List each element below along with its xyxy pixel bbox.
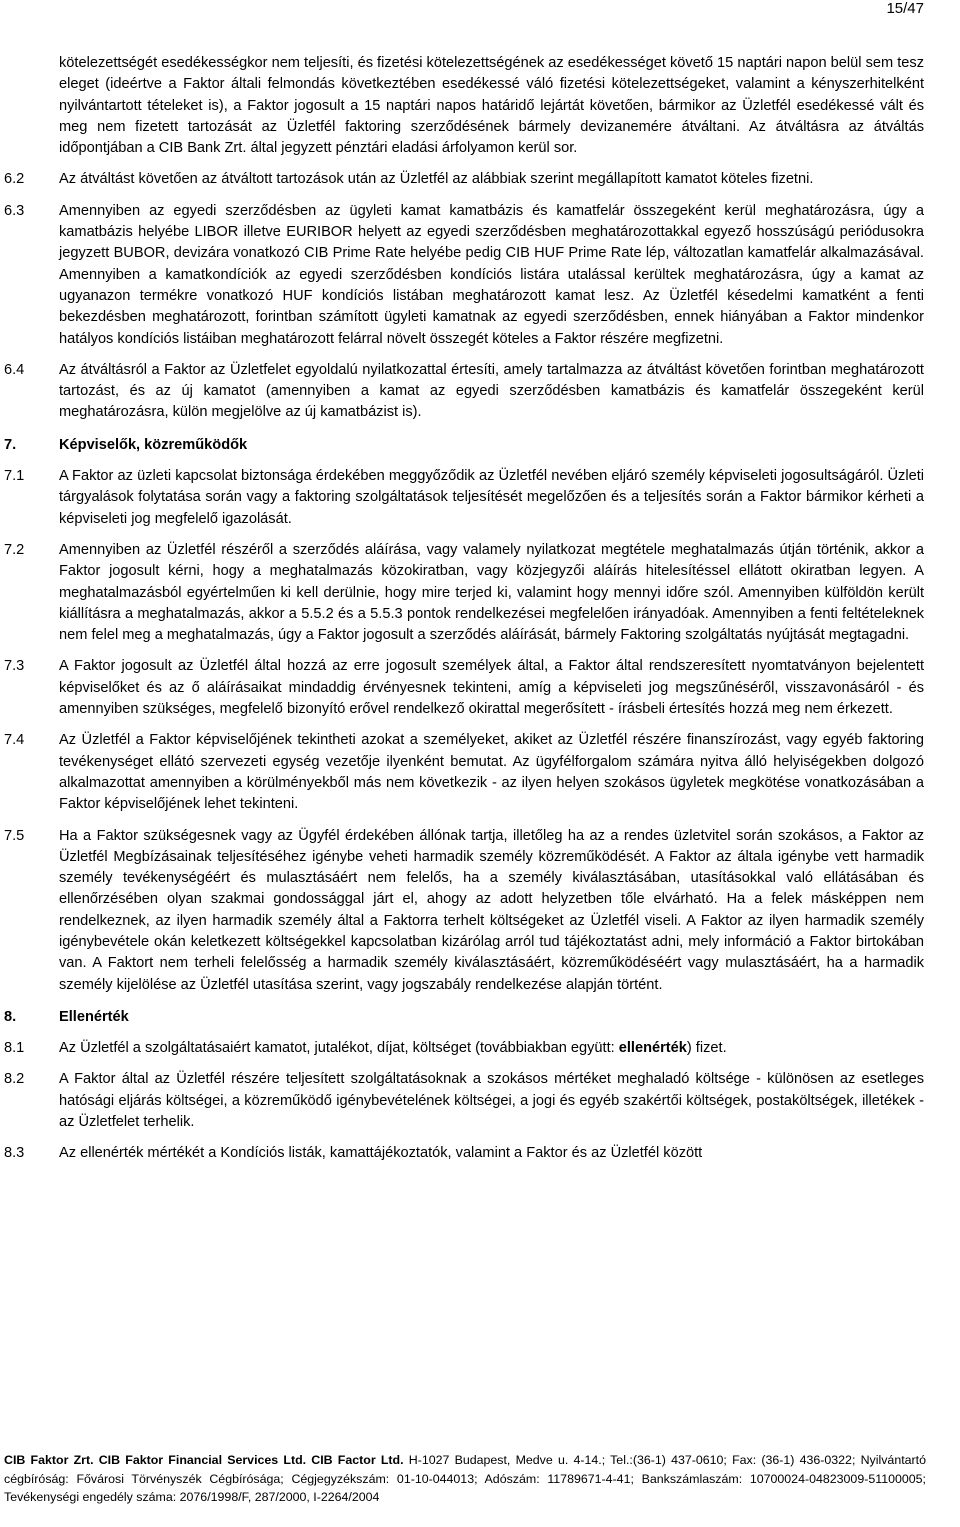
clause-number: 8.2 — [4, 1071, 25, 1088]
clause-text-end: ) fizet. — [686, 1040, 727, 1057]
clause-6-2 — [4, 169, 924, 190]
intro-paragraph: kötelezettségét esedékességkor nem teljesíti, és fizetési kötelezettségének az esedékességet követő 15 naptári napon belül sem tesz eleget (ideértve a Faktor általi felmondás következtében esedékessé váló fizetési kötelezettségeket, valamint a kényszerhitelként nyilvántartott tételeket is), a Faktor jogosult a 15 naptári napos határidő lejártát követően, bármikor az Üzletfél esedékessé vált és meg nem fizetett tartozását az Üzletfél faktoring szerződésének bármely devizanemére átváltani. Az átváltásra az átváltás időpontjában a CIB Bank Zrt. által jegyzett pénztári eladási árfolyamon kerül sor. — [59, 55, 924, 157]
clause-text: Ha a Faktor szükségesnek vagy az Ügyfél érdekében állónak tartja, illetőleg ha az a rendes üzletvitel során szokásos, a Faktor az Üzletfél Megbízásainak teljesítéséhez igénybe veheti harmadik személy közreműködését. A Faktor az általa igénybe vett harmadik személy tevékenységéért és mulasztásáért nem felelős, ha a személy kiválasztásában, utasításokkal való ellátásában és ellenőrzésében olyan szakmai gondossággal járt el, ahogy az adott helyzetben tőle elvárható. Ha a felek másképpen nem rendelkeznek, az ilyen harmadik személy által a Faktorra terhelt költségeket az Üzletfél viseli. A Faktor az ilyen harmadik személy igénybevétele okán keletkezett költségekkel kapcsolatban kizárólag arról tud tájékoztatást adni, mely információ a Faktor birtokában van. A Faktort nem terheli felelősség a harmadik személy kiválasztásáért, közreműködéséért vagy mulasztásáért, ha a harmadik személy kijelölése az Üzletfél utasítása szerint, vagy jogszabály rendelkezése alapján történt. — [59, 827, 924, 993]
clause-text: Amennyiben az Üzletfél részéről a szerződés aláírása, vagy valamely nyilatkozat megtétele meghatalmazás útján történik, akkor a Faktor jogosult kérni, hogy a meghatalmazás közokiratban, vagy közjegyzői aláírás hitelesítéssel ellátott okiratban legyen. A meghatalmazásból egyértelműen ki kell derülnie, hogy mire terjed ki, valamint hogy mennyi időre szól. Amennyiben külföldön került kiállításra a meghatalmazás, akkor a 5.5.2 és a 5.5.3 pontok rendelkezései megfelelően irányadóak. Amennyiben a fenti feltételeknek nem felel meg a meghatalmazás, úgy a Faktor jogosult a szerződés aláírását, bármely Faktoring szolgáltatás nyújtását megtagadni. — [59, 541, 924, 644]
clause-text: Az átváltást követően az átváltott tartozások után az Üzletfél az alábbiak szerint megállapított kamatot köteles fizetni. — [59, 171, 814, 188]
clause-text-start: Az Üzletfél a szolgáltatásaiért kamatot, jutalékot, díjat, költséget (továbbiakban együtt: — [59, 1040, 619, 1057]
section-8-heading — [4, 1007, 924, 1028]
clause-number: 7.4 — [4, 732, 25, 749]
clause-text: Az ellenérték mértékét a Kondíciós listák, kamattájékoztatók, valamint a Faktor és az Üzletfél között — [59, 1145, 703, 1162]
clause-text: A Faktor által az Üzletfél részére teljesített szolgáltatásoknak a szokásos mértéket meghaladó költsége - különösen az esetleges hatósági eljárás költségei, a közreműködő igénybevételének költségei, a jogi és egyéb szakértői költségek, postaköltségek, illetékek - az Üzletfelet terhelik. — [59, 1071, 924, 1131]
section-title: Ellenérték — [59, 1008, 129, 1025]
clause-number: 8.3 — [4, 1145, 25, 1162]
footer-company-names: CIB Faktor Zrt. CIB Faktor Financial Services Ltd. CIB Factor Ltd. — [4, 1453, 404, 1467]
clause-text — [59, 1038, 924, 1059]
clause-8-2 — [4, 1069, 924, 1133]
document-body — [4, 53, 924, 1165]
defined-term-ellenertek: ellenérték — [618, 1040, 687, 1057]
section-title: Képviselők, közreműködők — [59, 436, 248, 453]
clause-text: A Faktor jogosult az Üzletfél által hozzá az erre jogosult személyek által, a Faktor által rendszeresített nyomtatványon bejelentett képviselőket és az ő aláírásaikat mindaddig érvényesnek tekinteni, amíg a képviseleti jog megszűnéséről, visszavonásáról - és amennyiben szükséges, megfelelő bizonyító erővel rendelkező okirattal megerősített - írásbeli értesítés hozzá meg nem érkezett. — [59, 658, 924, 718]
clause-7-1 — [4, 466, 924, 530]
page-number: 15/47 — [886, 0, 924, 17]
clause-number: 7.1 — [4, 468, 25, 485]
section-number: 7. — [4, 436, 17, 453]
clause-number: 7.5 — [4, 827, 25, 844]
clause-7-2 — [4, 540, 924, 646]
clause-8-3 — [4, 1143, 924, 1164]
page-footer — [4, 1451, 926, 1507]
clause-6-3 — [4, 201, 924, 350]
clause-7-4 — [4, 730, 924, 815]
clause-number: 7.3 — [4, 658, 25, 675]
clause-number: 6.2 — [4, 171, 25, 188]
section-7-heading — [4, 435, 924, 456]
clause-number: 6.4 — [4, 361, 25, 378]
clause-6-4 — [4, 360, 924, 424]
clause-text: Amennyiben az egyedi szerződésben az ügyleti kamat kamatbázis és kamatfelár összegeként kerül meghatározásra, úgy a kamatbázis helyébe LIBOR illetve EURIBOR helyett az egyedi szerződésben meghatározottakkal egyező hosszúságú periódusokra jegyzett BUBOR, devizára vonatkozó CIB Prime Rate helyébe pedig CIB HUF Prime Rate lép, változatlan kamatfelár alkalmazásával. Amennyiben a kamatkondíciók az egyedi szerződésben kondíciós listára utalással kerültek meghatározásra, úgy a kamat az ugyanazon termékre vonatkozó HUF kondíciós listában meghatározott kamat lesz. Az Üzletfél késedelmi kamatként a fenti bekezdésben meghatározott, forintban számított ügyleti kamatnak az egyedi szerződésben, ennek hiányában a Faktor mindenkor hatályos kondíciós listáiban meghatározott felárral növelt összegét köteles a Faktor részére megfizetni. — [59, 202, 924, 347]
clause-text: Az Üzletfél a Faktor képviselőjének tekintheti azokat a személyeket, akiket az Üzletfél részére finanszírozást, vagy egyéb faktoring tevékenységet ellátó szervezeti egység vezetője ilyenként bemutat. Az ügyfélforgalom számára nyitva álló helyiségekben dolgozó alkalmazottat amennyiben a körülményekből más nem következik - az ilyen helyen szokásos ügyletek megkötése vonatkozásában a Faktor képviselőjének lehet tekinteni. — [59, 732, 924, 813]
clause-7-3 — [4, 656, 924, 720]
clause-text: Az átváltásról a Faktor az Üzletfelet egyoldalú nyilatkozattal értesíti, amely tartalmazza az átváltást követően forintban meghatározott tartozást, és az új kamatot (amennyiben a kamat az egyedi szerződésben kamatbázis és kamatfelár összegeként kerül meghatározásra, külön megjelölve az új kamatbázist is). — [59, 361, 924, 421]
clause-number: 7.2 — [4, 541, 25, 558]
clause-number: 8.1 — [4, 1040, 25, 1057]
section-number: 8. — [4, 1008, 17, 1025]
clause-8-1 — [4, 1038, 924, 1059]
clause-text: A Faktor az üzleti kapcsolat biztonsága érdekében meggyőződik az Üzletfél nevében eljáró személy képviseleti jogosultságáról. Üzleti tárgyalások folytatása során vagy a faktoring szolgáltatások teljesítését megelőzően és a teljesítés során a Faktor bármikor kérheti a képviseleti jog megfelelő igazolását. — [59, 468, 924, 527]
clause-number: 6.3 — [4, 202, 25, 219]
clause-7-5 — [4, 826, 924, 996]
footer-company-details: H-1027 Budapest, Medve u. 4-14.; Tel.:(36-1) 437-0610; Fax: (36-1) 436-0322; Nyilvántartó cégbíróság: Fővárosi Törvényszék Cégbírósága; Cégjegyzékszám: 01-10-044013; Adószám: 11789671-4-41; Bankszámlaszám: 10700024-04823009-51100005; Tevékenységi engedély száma: 2076/1998/F, 287/2000, I-2264/2004 — [4, 1453, 927, 1504]
